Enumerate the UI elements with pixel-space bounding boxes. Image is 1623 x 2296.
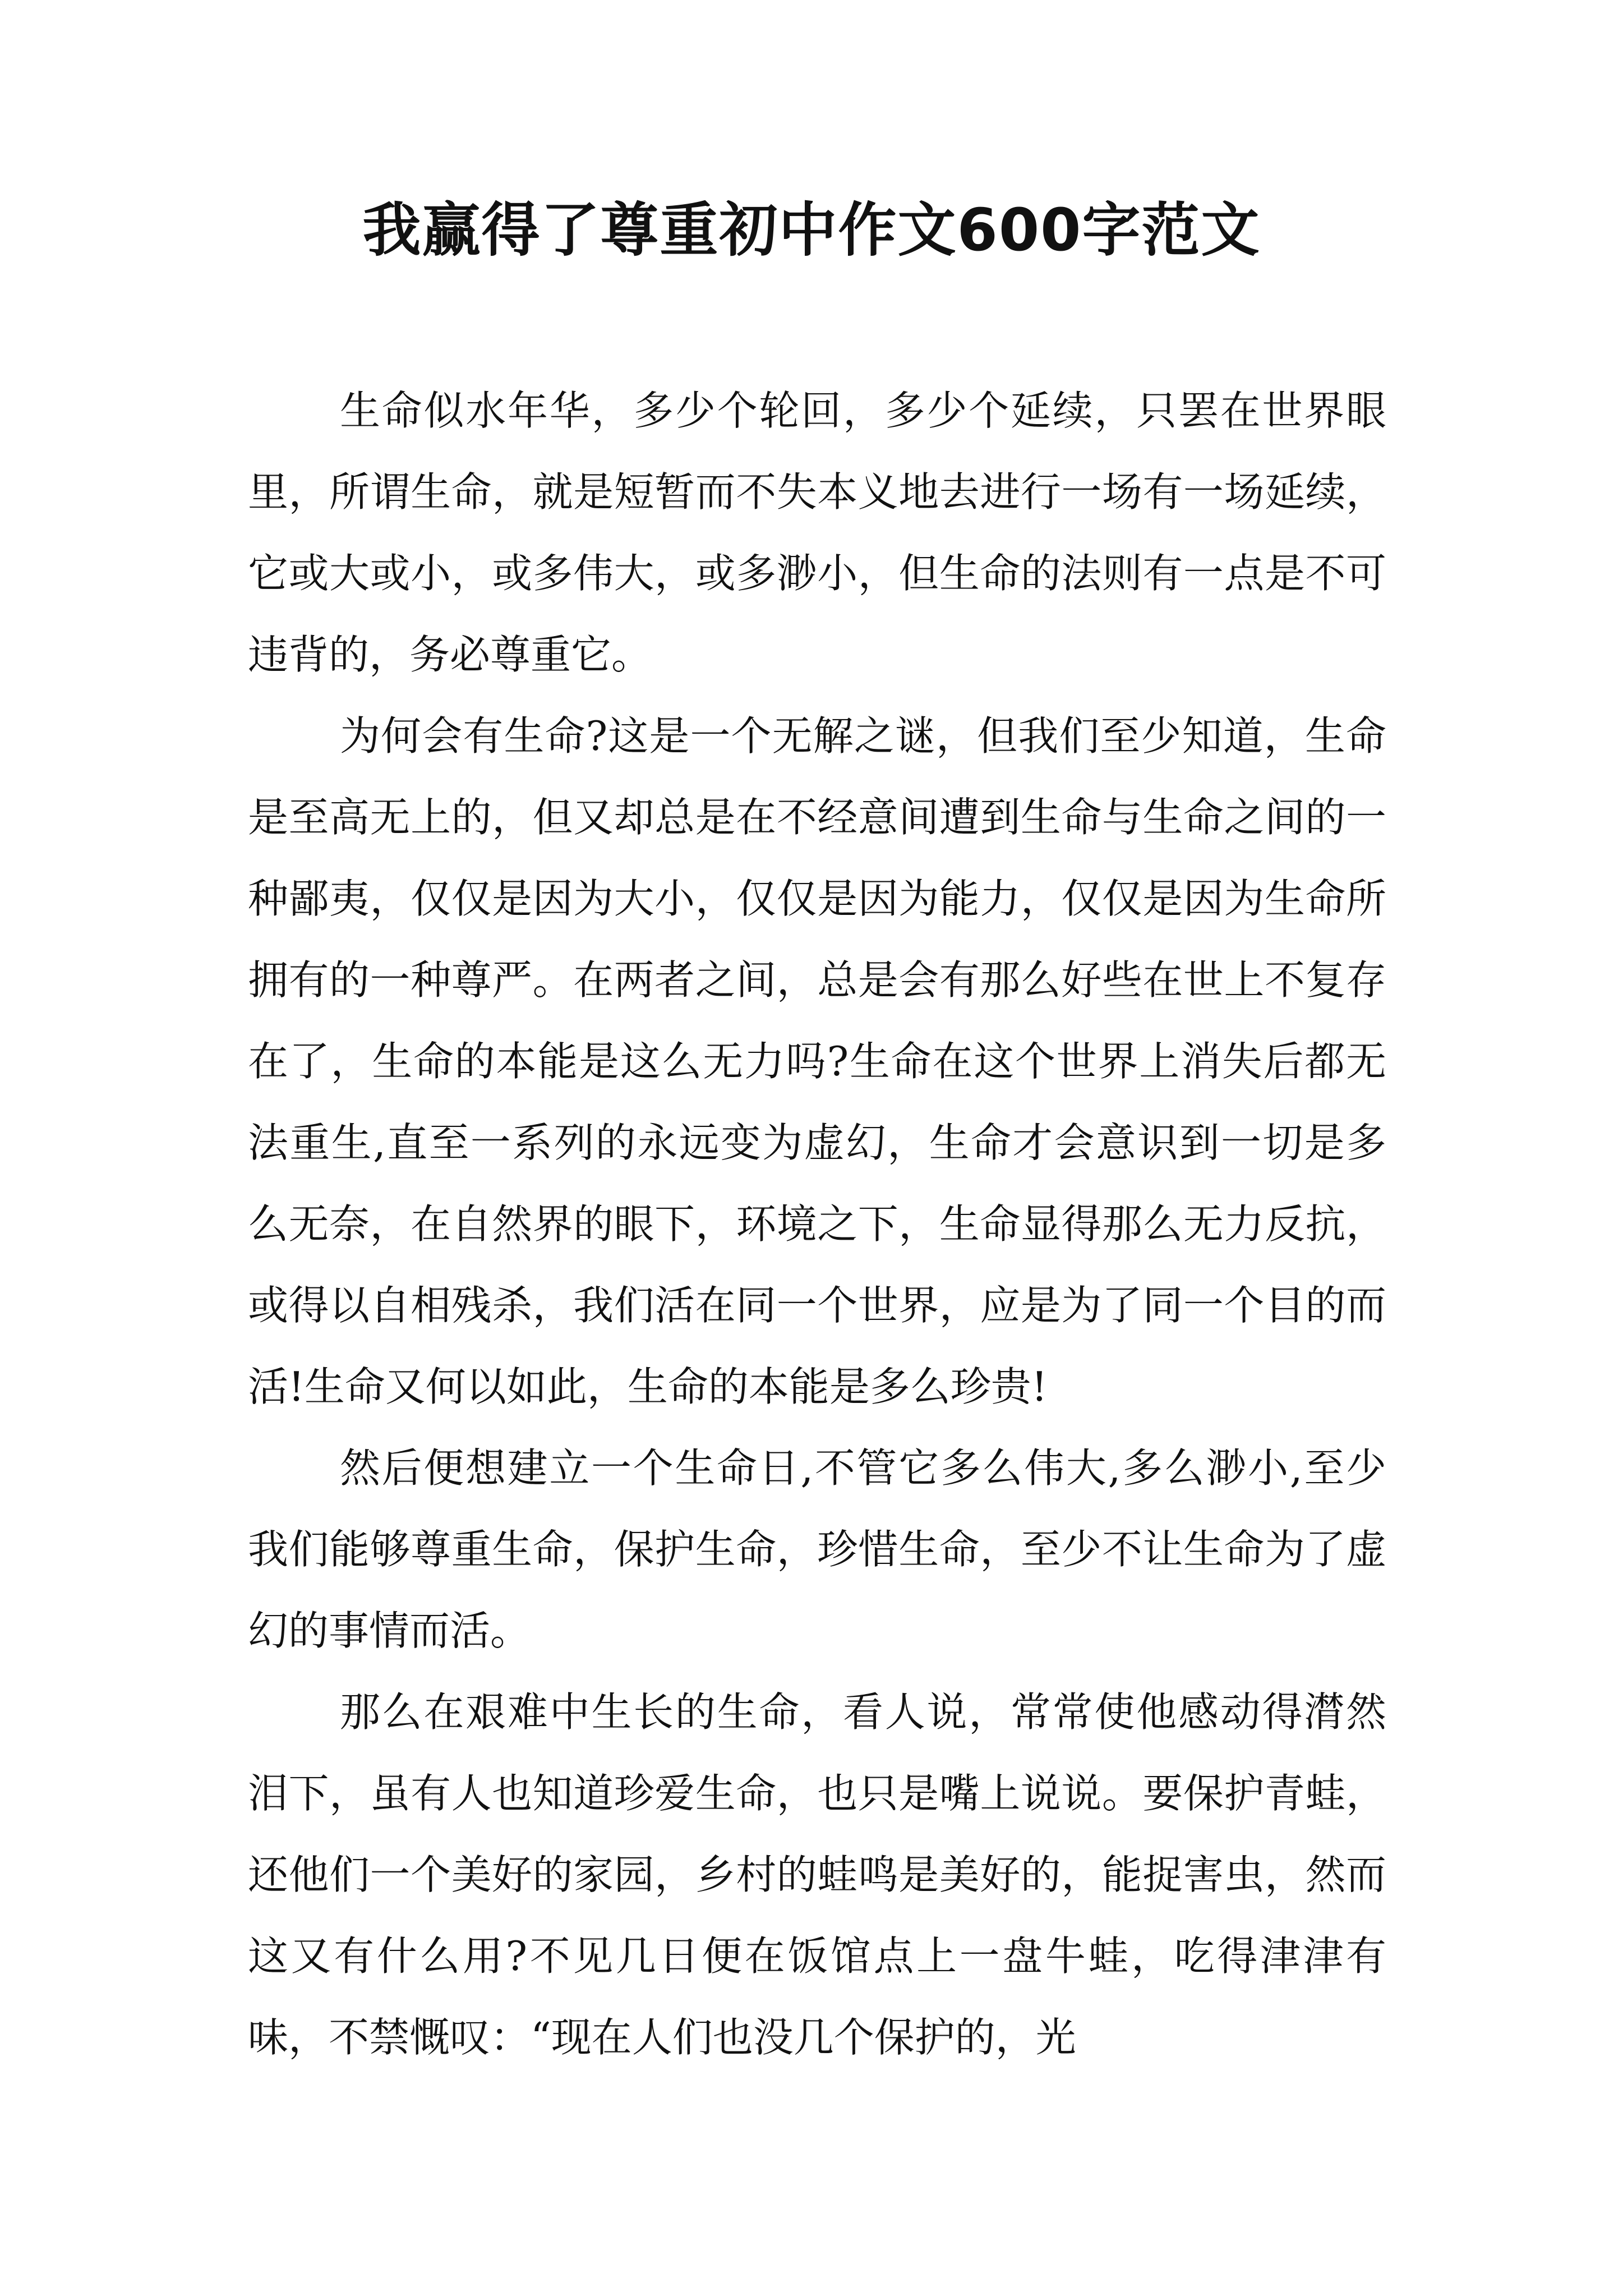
paragraph-3: 然后便想建立一个生命日,不管它多么伟大,多么渺小,至少我们能够尊重生命，保护生命，珍惜生命，至少不让生命为了虚幻的事情而活。 (248, 1444, 1386, 1654)
paragraph-2: 为何会有生命?这是一个无解之谜，但我们至少知道，生命是至高无上的，但又却总是在不经意间遭到生命与生命之间的一种鄙夷，仅仅是因为大小，仅仅是因为能力，仅仅是因为生命所拥有的一种尊严。在两者之间，总是会有那么好些在世上不复存在了，生命的本能是这么无力吗?生命在这个世界上消失后都无法重生,直至一系列的永远变为虚幻，生命才会意识到一切是多么无奈，在自然界的眼下，环境之下，生命显得那么无力反抗，或得以自相残杀，我们活在同一个世界，应是为了同一个目的而活!生命又何以如此，生命的本能是多么珍贵! (248, 712, 1386, 1410)
document-body (248, 370, 1386, 2078)
paragraph-1: 生命似水年华，多少个轮回，多少个延续，只罢在世界眼里，所谓生命，就是短暂而不失本义地去进行一场有一场延续，它或大或小，或多伟大，或多渺小，但生命的法则有一点是不可违背的，务必尊重它。 (248, 387, 1386, 678)
paragraph-4: 那么在艰难中生长的生命，看人说，常常使他感动得潸然泪下，虽有人也知道珍爱生命，也只是嘴上说说。要保护青蛙，还他们一个美好的家园，乡村的蛙鸣是美好的，能捉害虫，然而这又有什么用?不见几日便在饭馆点上一盘牛蛙，吃得津津有味，不禁慨叹：“现在人们也没几个保护的，光 (248, 1688, 1386, 2061)
document-title: 我赢得了尊重初中作文600字范文 (362, 196, 1261, 264)
